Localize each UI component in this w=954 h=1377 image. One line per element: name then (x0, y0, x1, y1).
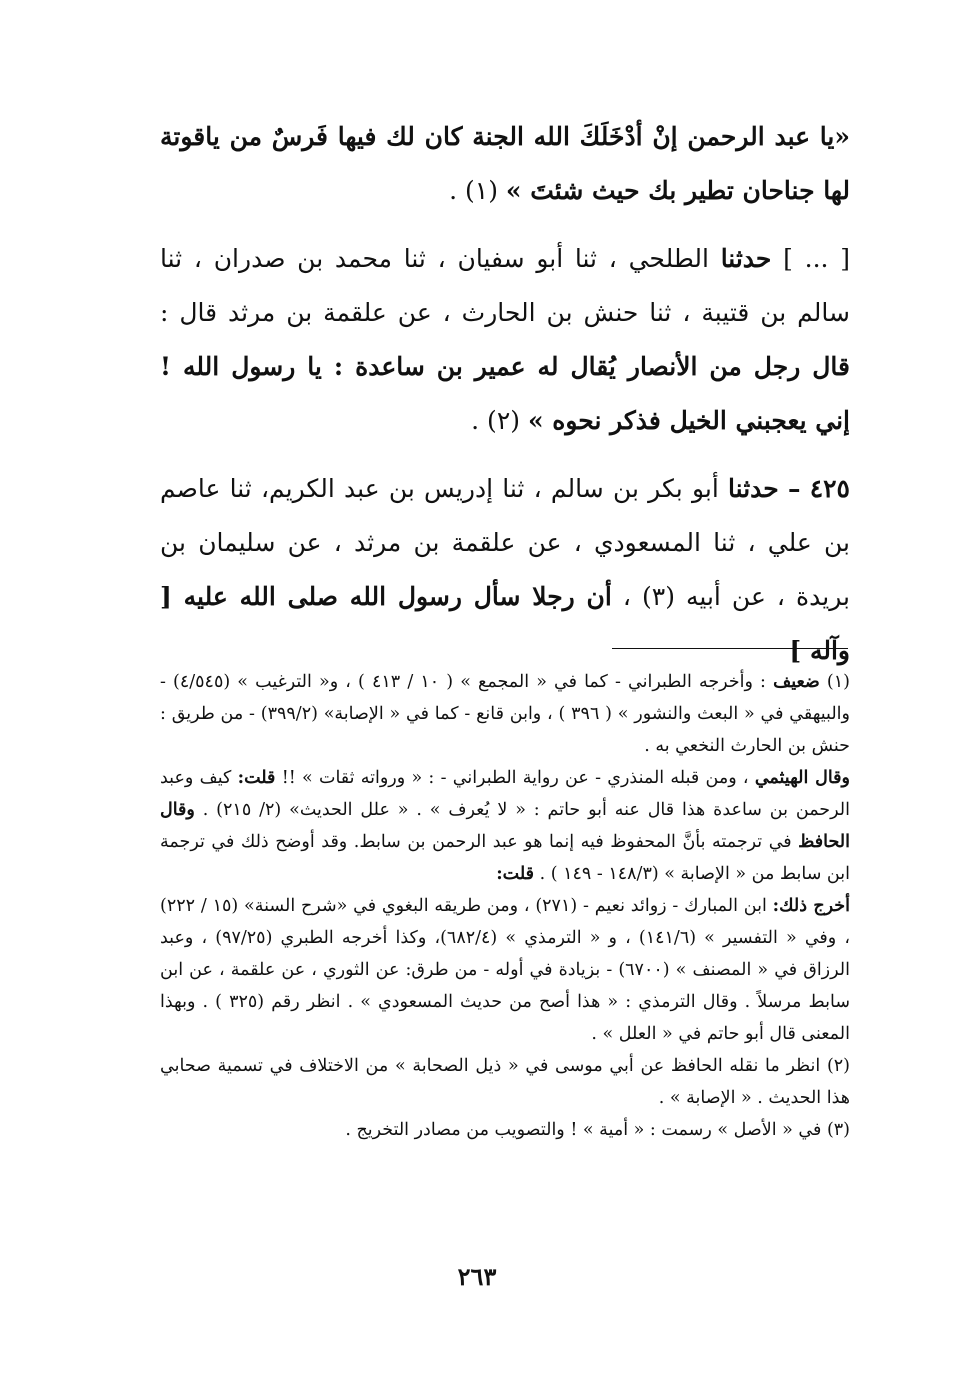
footnote-bold-phrase: أخرج ذلك: (772, 896, 850, 916)
footnote-text: : وأخرجه الطبراني - كما في « المجمع » ( ١٠ / ٤١٣ ) ، و« الترغيب » (٤/٥٤٥) - والبيهقي في « البعث والنشور » ( ٣٩٦ ) ، وابن قانع - كما في « الإصابة» (٣٩٩/٢) - من طريق : حنش بن الحارث النخعي به . (160, 672, 850, 756)
footnote-bold-phrase: قلت: (237, 768, 276, 788)
footnote-text: انظر ما نقله الحافظ عن أبي موسى في « ذيل الصحابة » من الاختلاف في تسمية صحابي هذا الحديث . « الإصابة » . (160, 1056, 850, 1108)
paragraph-isnad-2 (160, 232, 850, 448)
footnote-text: كيف وعبد الرحمن بن ساعدة هذا قال عنه أبو حاتم : « لا يُعرف » . « علل الحديث» (٢/ ٢١٥) . (160, 768, 850, 820)
footnotes (160, 666, 850, 1146)
haddathana-word: حدثنا (720, 244, 772, 273)
hadith-number: ٤٢٥ (809, 474, 850, 503)
main-text (160, 110, 850, 678)
paragraph-hadith-text (160, 110, 850, 218)
hadith-matn: أن رجلا سأل رسول الله صلى الله عليه [ وآله ] (160, 582, 850, 665)
footnote-bold-phrase: وقال الهيثمي (754, 768, 850, 788)
ellipsis-bracket: [ ... ] (783, 244, 851, 273)
footnote-label: (٣) (826, 1120, 850, 1140)
number-dash: – (787, 474, 801, 503)
footnote-text: ، ومن قبله المنذري - عن رواية الطبراني - : « ورواته ثقات » !! (281, 768, 749, 788)
hadith-matn: قال رجل من الأنصار يُقال له عمير بن ساعدة : يا رسول الله ! إني يعجبني الخيل فذكر نحوه » (160, 352, 850, 435)
footnote-label: (١) (826, 672, 850, 692)
hadith-matn: «يا عبد الرحمن إنْ أدْخَلَكَ الله الجنة كان لك فيها فَرسٌ من ياقوتة لها جناحان تطير بك حيث شئتَ » (160, 122, 850, 205)
footnote-3 (160, 1114, 850, 1146)
footnote-ref-2: (٢) . (471, 406, 521, 435)
footnote-text: ابن المبارك - زوائد نعيم - (٢٧١) ، ومن طريقه البغوي في «شرح السنة» (١٥ / ٢٢٢) ، وفي « التفسير » (١٤١/٦) ، و « الترمذي » (٦٨٢/٤)، وكذا أخرجه الطبري (٩٧/٢٥) ، وعبد الرزاق في « المصنف » (٦٧٠٠) - بزيادة في أوله - من طرق: عن الثوري ، عن علقمة ، عن ابن سابط مرسلاً . وقال الترمذي : « هذا أصح من حديث المسعودي » . انظر رقم (٣٢٥ ) . وبهذا المعنى قال أبو حاتم في « العلل » . (160, 896, 850, 1044)
footnote-separator (612, 648, 848, 649)
footnote-2 (160, 1050, 850, 1114)
page-number: ٢٦٣ (457, 1262, 497, 1291)
grading-word: ضعيف (773, 672, 820, 692)
footnote-bold-phrase: قلت: (496, 864, 535, 884)
footnote-bold-phrase: وقال الحافظ (160, 800, 850, 852)
footnote-ref-1: (١) . (449, 176, 498, 205)
footnote-1 (160, 666, 850, 1050)
footnote-text: في ترجمته بأنَّ المحفوظ فيه إنما هو عبد الرحمن بن سابط. وقد أوضح ذلك في ترجمة ابن سابط من « الإصابة » (١٤٨/٣ - ١٤٩ ) . (160, 832, 850, 884)
footnote-text: في « الأصل » رسمت : « أمية » ! والتصويب من مصادر التخريج . (345, 1120, 822, 1140)
isnad-chain: الطلحي ، ثنا أبو سفيان ، ثنا محمد بن صدران ، ثنا سالم بن قتيبة ، ثنا حنش بن الحارث ، عن علقمة بن مرثد قال : (160, 244, 850, 327)
footnote-label: (٢) (826, 1056, 850, 1076)
haddathana-word: حدثنا (728, 474, 779, 503)
isnad-chain: أبو بكر بن سالم ، ثنا إدريس بن عبد الكريم، ثنا عاصم بن علي ، ثنا المسعودي ، عن علقمة بن مرثد ، عن سليمان بن بريدة ، عن أبيه (٣) ، (160, 474, 850, 611)
paragraph-hadith-425 (160, 462, 850, 678)
